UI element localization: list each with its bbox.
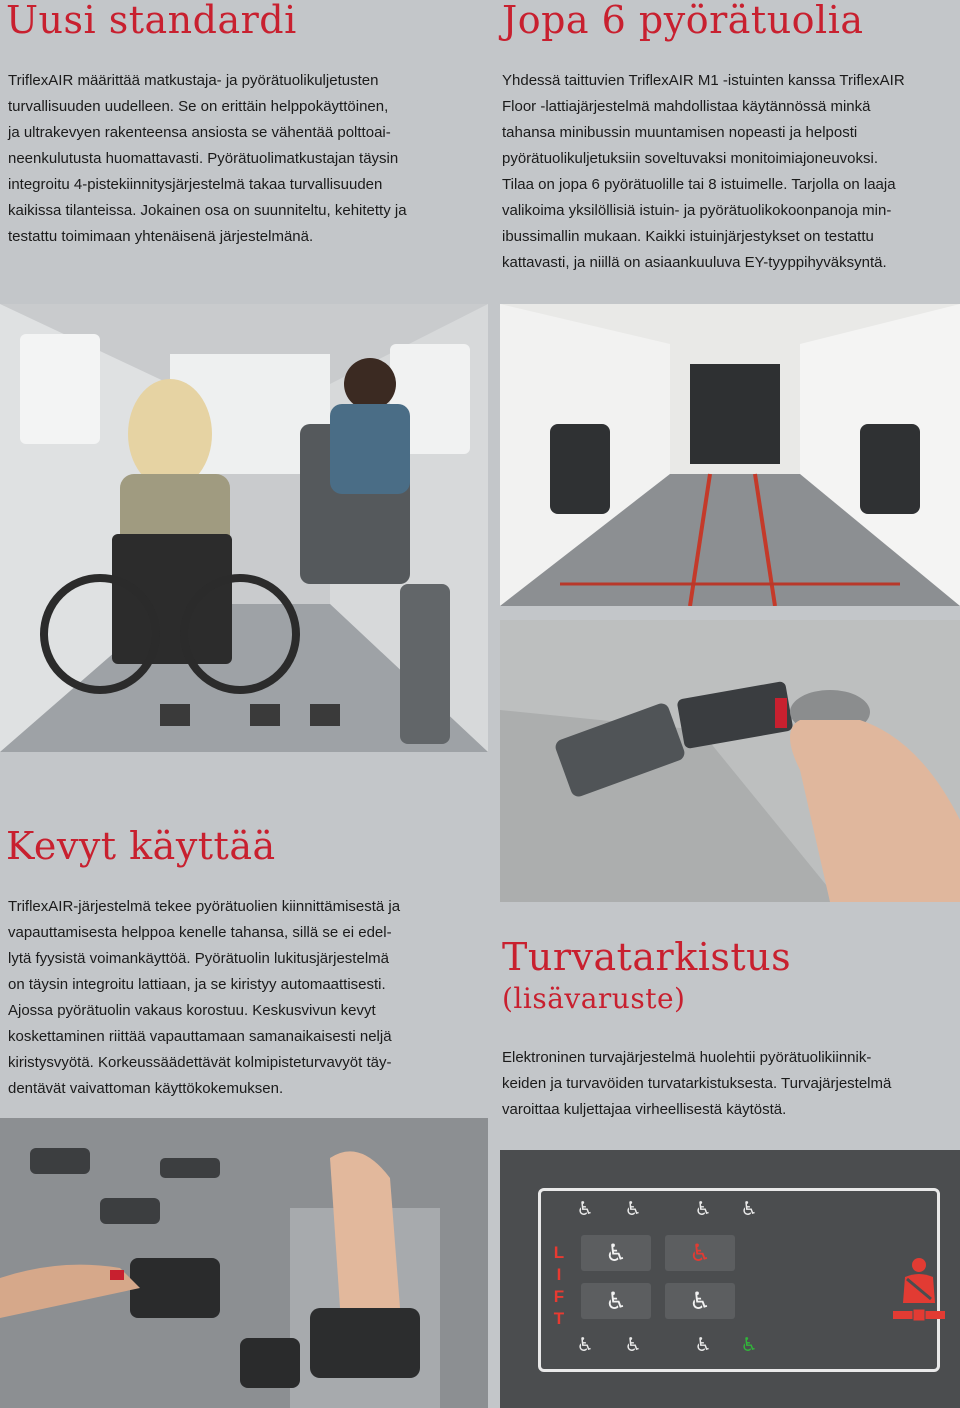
wheelchair-position (665, 1283, 735, 1319)
paragraph-jopa-6: Yhdessä taittuvien TriflexAIR M1 -istuinten kanssa TriflexAIR Floor -lattiajärjestelmä mahdollistaa käytännössä minkä tahansa minibussin muuntamisen nopeasti ja helposti pyörätuolikuljetuksiin soveltuvaksi monitoimiajoneuvoksi. Tilaa on jopa 6 pyörätuolille tai 8 istuimelle. Tarjolla on laaja valikoima yksilöllisiä istuin- ja pyörätuolikokoonpanoja min- ibussimallin mukaan. Kaikki istuinjärjestykset on testattu kattavasti, ja niillä on asiaankuuluva EY-tyyppihyväksyntä. (502, 72, 905, 271)
photo-bus-interior-wheelchair (0, 304, 488, 752)
photo-floor-lock-lever (0, 1118, 488, 1408)
seat-status-icon: ♿ (624, 1334, 642, 1356)
seat-status-icon: ♿ (694, 1334, 712, 1356)
lift-letter-t: T (553, 1309, 565, 1328)
wheelchair-position (581, 1235, 651, 1271)
lift-letter-l: L (553, 1243, 565, 1262)
photo-folded-seats (500, 304, 960, 606)
seatbelt-illustration (500, 620, 960, 902)
bus-interior-illustration (0, 304, 488, 752)
section-title-uusi-standardi: Uusi standardi (6, 0, 297, 42)
wheelchair-icon: ♿ (689, 1287, 711, 1315)
paragraph-uusi-standardi: TriflexAIR määrittää matkustaja- ja pyörätuolikuljetusten turvallisuuden uudelleen. Se on erittäin helppokäyttöinen, ja ultrakevyen rakenteensa ansiosta se vähentää polttoai- neenkulutusta huomattavasti. Pyörätuolimatkustajan täysin integroitu 4-pistekiinnitysjärjestelmä takaa turvallisuuden kaikissa tilanteissa. Jokainen osa on suunniteltu, kehitetty ja testattu toimimaan yhtenäisenä järjestelmänä. (8, 72, 407, 245)
seat-status-icon: ♿ (576, 1334, 594, 1356)
paragraph-kevyt-kayttaa: TriflexAIR-järjestelmä tekee pyörätuolien kiinnittämisestä ja vapauttamisesta helppoa kenelle tahansa, sillä se ei edel- lytä fyysistä voimankäyttöä. Pyörätuolin lukitusjärjestelmä on täysin integroitu lattiaan, ja se kiristyy automaattisesti. Ajossa pyörätuolin vakaus korostuu. Keskusvivun kevyt koskettaminen riittää vapauttamaan samanaikaisesti neljä kiristysvyötä. Korkeussäädettävät kolmipisteturvavyöt täy- dentävät vaivattoman käyttökokemuksen. (8, 898, 401, 1097)
floor-lock-illustration (0, 1118, 488, 1408)
wheelchair-position (581, 1283, 651, 1319)
seat-status-icon: ♿ (694, 1198, 712, 1220)
section-subtitle-lisavaruste: (lisävaruste) (502, 982, 686, 1015)
photo-seatbelt-buckle (500, 620, 960, 902)
section-title-kevyt-kayttaa: Kevyt käyttää (6, 824, 276, 868)
seat-status-ok-icon: ♿ (740, 1334, 758, 1356)
seat-status-icon: ♿ (740, 1198, 758, 1220)
paragraph-turvatarkistus: Elektroninen turvajärjestelmä huolehtii pyörätuolikiinnik- keiden ja turvavöiden turvatarkistuksesta. Turvajärjestelmä varoittaa kuljettajaa virheellisestä käytöstä. (502, 1049, 892, 1118)
seat-status-icon: ♿ (576, 1198, 594, 1220)
seats-illustration (500, 304, 960, 606)
seatbelt-warning-icon (889, 1255, 949, 1325)
photo-safety-check-panel (500, 1150, 960, 1408)
wheelchair-icon: ♿ (605, 1287, 627, 1315)
seat-status-icon: ♿ (624, 1198, 642, 1220)
section-title-turvatarkistus: Turvatarkistus (502, 935, 792, 979)
wheelchair-icon: ♿ (605, 1239, 627, 1267)
lift-letter-f: F (553, 1287, 565, 1306)
lift-letter-i: I (556, 1265, 562, 1284)
section-title-jopa-6: Jopa 6 pyörätuolia (502, 0, 864, 42)
wheelchair-alert-icon: ♿ (689, 1239, 711, 1267)
wheelchair-position-alert (665, 1235, 735, 1271)
safety-check-display (538, 1188, 940, 1372)
